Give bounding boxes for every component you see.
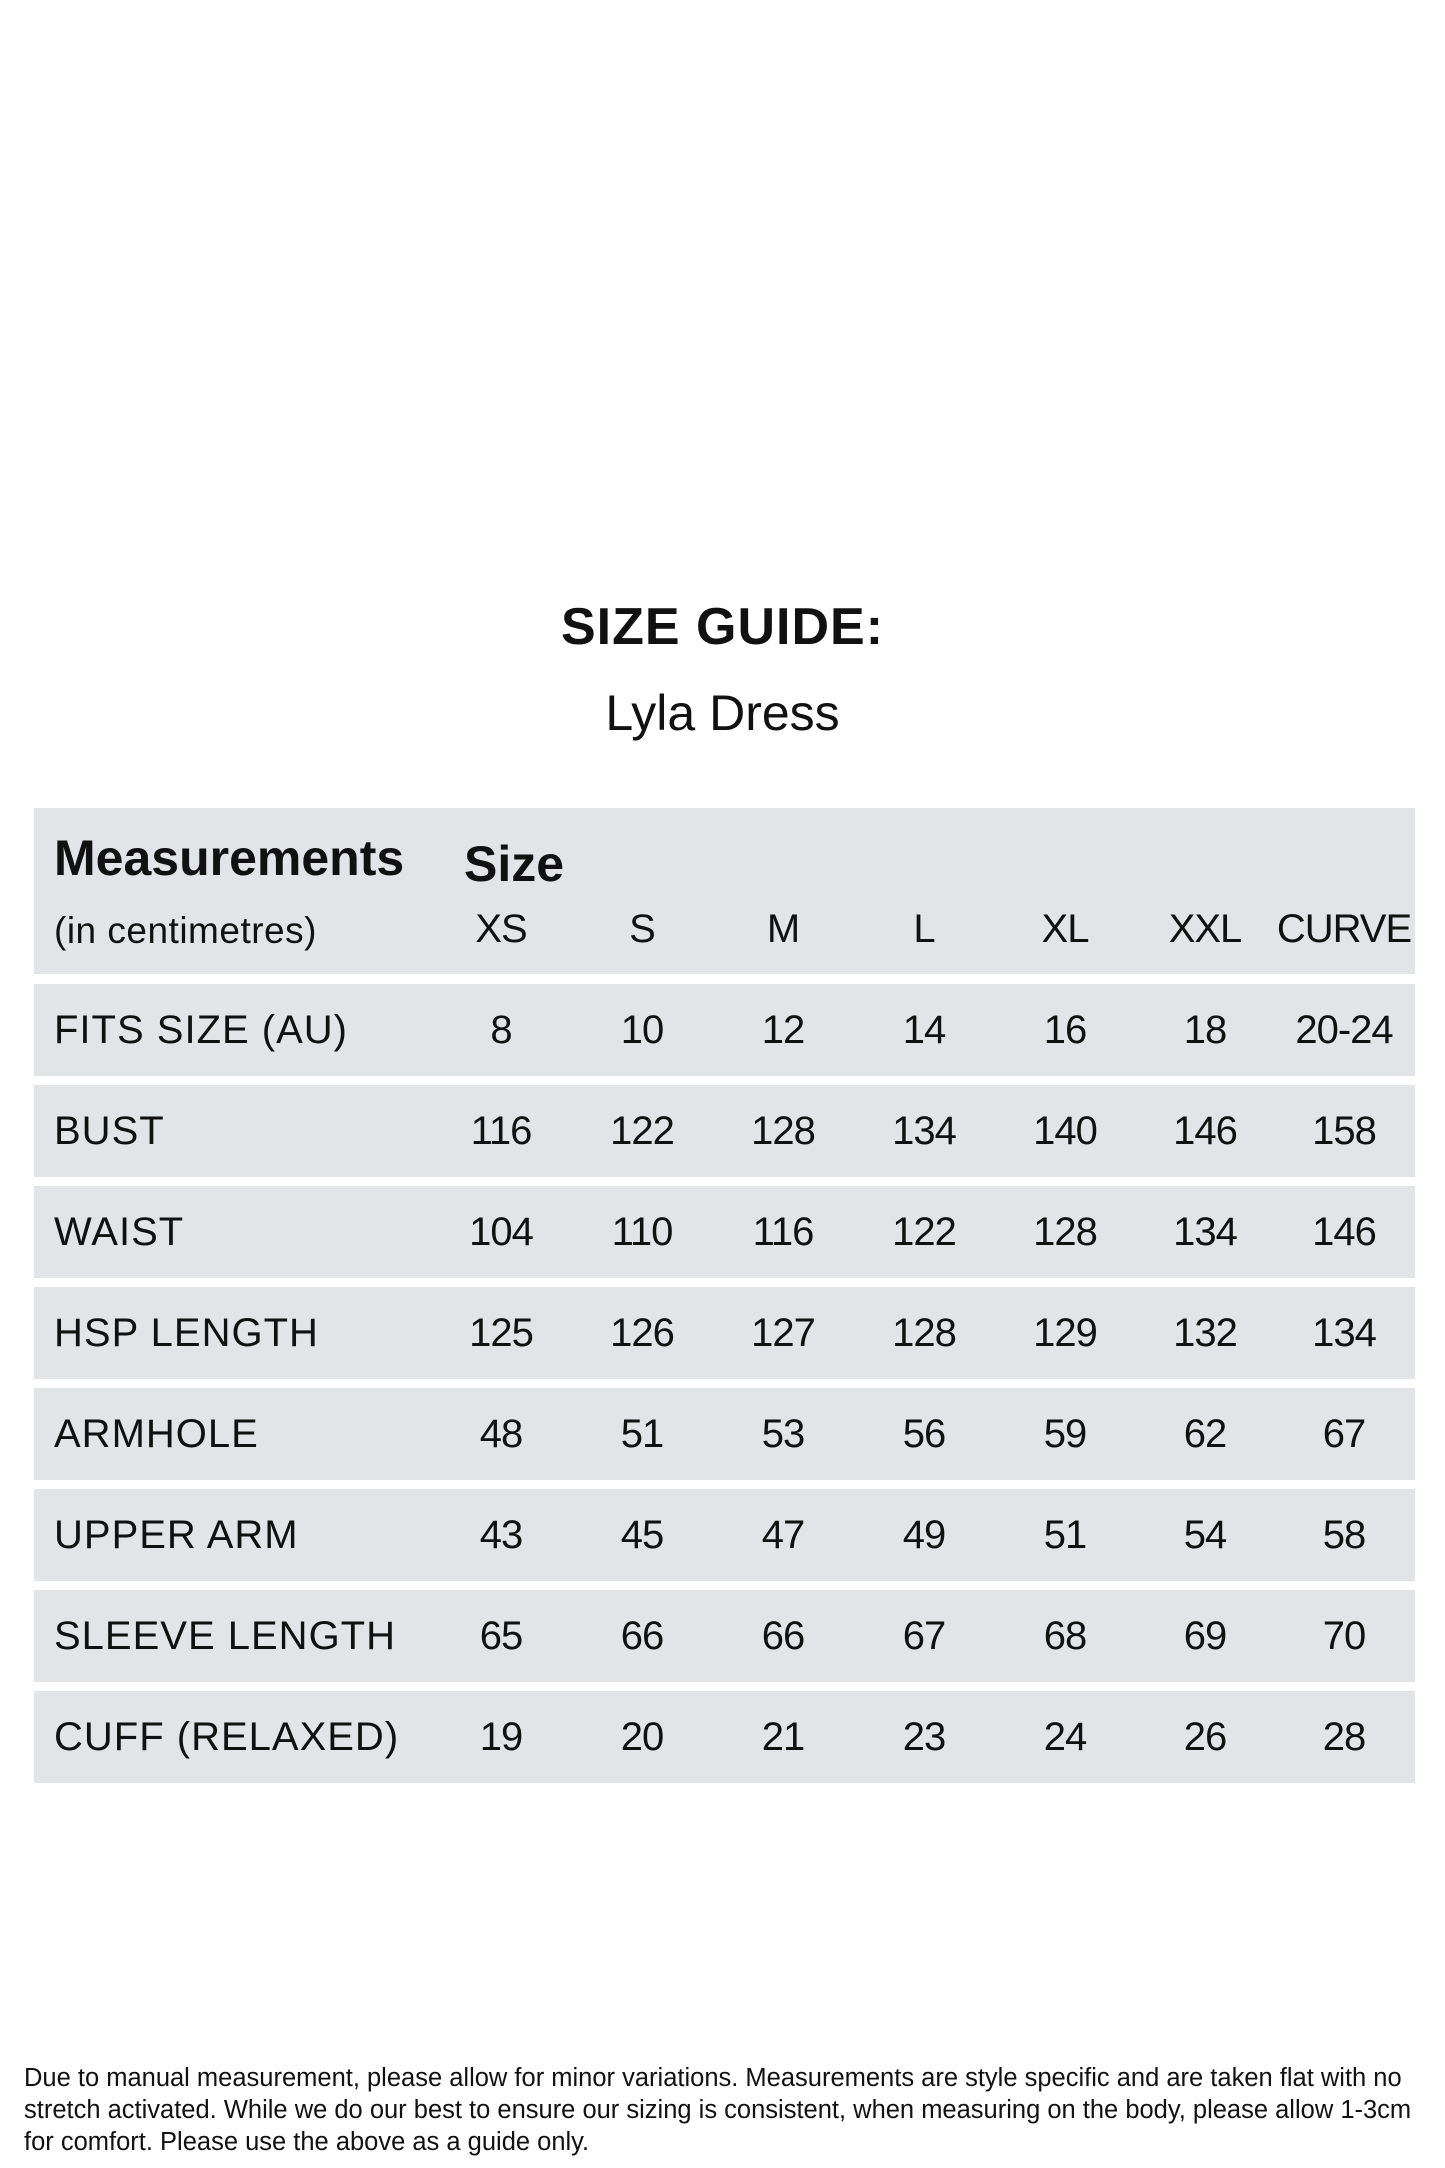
table-cell: 134 [892,1109,956,1153]
table-cell: 122 [892,1210,956,1254]
table-cell: 134 [1173,1210,1237,1254]
table-cell: 126 [610,1311,674,1355]
table-cell: 65 [479,1614,523,1658]
table-row [34,984,1415,1076]
table-cell: 45 [620,1513,664,1557]
size-column-header: XL [1041,907,1089,951]
table-cell: 127 [751,1311,815,1355]
size-column-header: S [629,907,655,951]
product-name: Lyla Dress [605,685,840,741]
size-column-header: L [913,907,935,951]
table-cell: 16 [1043,1008,1087,1052]
measurement-label: HSP LENGTH [54,1311,319,1355]
table-cell: 26 [1183,1715,1227,1759]
measurement-label: WAIST [54,1210,185,1254]
table-cell: 116 [752,1210,814,1254]
table-cell: 58 [1322,1513,1366,1557]
size-table [34,808,1415,1783]
table-cell: 20 [620,1715,664,1759]
measurement-label: UPPER ARM [54,1513,299,1557]
table-cell: 12 [761,1008,805,1052]
table-cell: 56 [902,1412,946,1456]
table-cell: 129 [1033,1311,1097,1355]
table-row [34,1085,1415,1177]
table-cell: 18 [1183,1008,1227,1052]
table-cell: 53 [761,1412,805,1456]
table-cell: 8 [490,1008,512,1052]
table-cell: 21 [761,1715,805,1759]
table-cell: 146 [1312,1210,1376,1254]
table-cell: 59 [1043,1412,1087,1456]
table-cell: 19 [479,1715,523,1759]
measurement-label: FITS SIZE (AU) [54,1008,348,1052]
table-cell: 140 [1033,1109,1097,1153]
size-column-header: M [766,907,800,951]
unit-label: (in centimetres) [54,910,317,951]
table-cell: 43 [479,1513,523,1557]
table-cell: 67 [902,1614,946,1658]
table-cell: 67 [1322,1412,1366,1456]
table-cell: 62 [1183,1412,1227,1456]
table-cell: 20-24 [1295,1008,1393,1052]
size-guide-title: SIZE GUIDE: [560,598,885,656]
table-row [34,1691,1415,1783]
measurement-label: ARMHOLE [54,1412,259,1456]
table-row [34,1287,1415,1379]
table-row [34,1388,1415,1480]
table-row [34,1590,1415,1682]
table-row [34,1489,1415,1581]
table-cell: 70 [1322,1614,1366,1658]
table-cell: 68 [1043,1614,1087,1658]
table-cell: 128 [1033,1210,1097,1254]
table-cell: 28 [1322,1715,1366,1759]
table-cell: 132 [1173,1311,1237,1355]
table-cell: 125 [469,1311,533,1355]
table-cell: 23 [902,1715,946,1759]
table-cell: 110 [611,1210,673,1254]
table-cell: 54 [1183,1513,1227,1557]
measurements-heading: Measurements [54,830,405,886]
table-cell: 158 [1312,1109,1376,1153]
measurement-label: CUFF (RELAXED) [54,1715,400,1759]
table-cell: 10 [620,1008,664,1052]
table-cell: 66 [761,1614,805,1658]
table-cell: 66 [620,1614,664,1658]
table-cell: 146 [1173,1109,1237,1153]
size-column-header: CURVE [1276,907,1412,951]
table-cell: 69 [1183,1614,1227,1658]
table-cell: 47 [761,1513,805,1557]
measurement-label: SLEEVE LENGTH [54,1614,397,1658]
table-cell: 134 [1312,1311,1376,1355]
table-header-row [34,808,1415,974]
table-cell: 51 [1043,1513,1087,1557]
size-column-header: XXL [1168,907,1242,951]
table-cell: 128 [892,1311,956,1355]
table-cell: 51 [620,1412,664,1456]
table-cell: 48 [479,1412,523,1456]
table-cell: 49 [902,1513,946,1557]
table-cell: 14 [902,1008,946,1052]
table-cell: 116 [470,1109,532,1153]
table-cell: 24 [1043,1715,1087,1759]
size-column-header: XS [475,907,527,951]
size-heading: Size [464,836,565,892]
table-cell: 128 [751,1109,815,1153]
table-row [34,1186,1415,1278]
table-cell: 104 [469,1210,533,1254]
table-cell: 122 [610,1109,674,1153]
measurement-label: BUST [54,1109,165,1153]
disclaimer-text: Due to manual measurement, please allow for minor variations. Measurements are style specific and are taken flat with no stretch activated. While we do our best to ensure our sizing is consistent, when measuring on the body, please allow 1-3cm for comfort. Please use the above as a guide only. [24,2064,1412,2156]
